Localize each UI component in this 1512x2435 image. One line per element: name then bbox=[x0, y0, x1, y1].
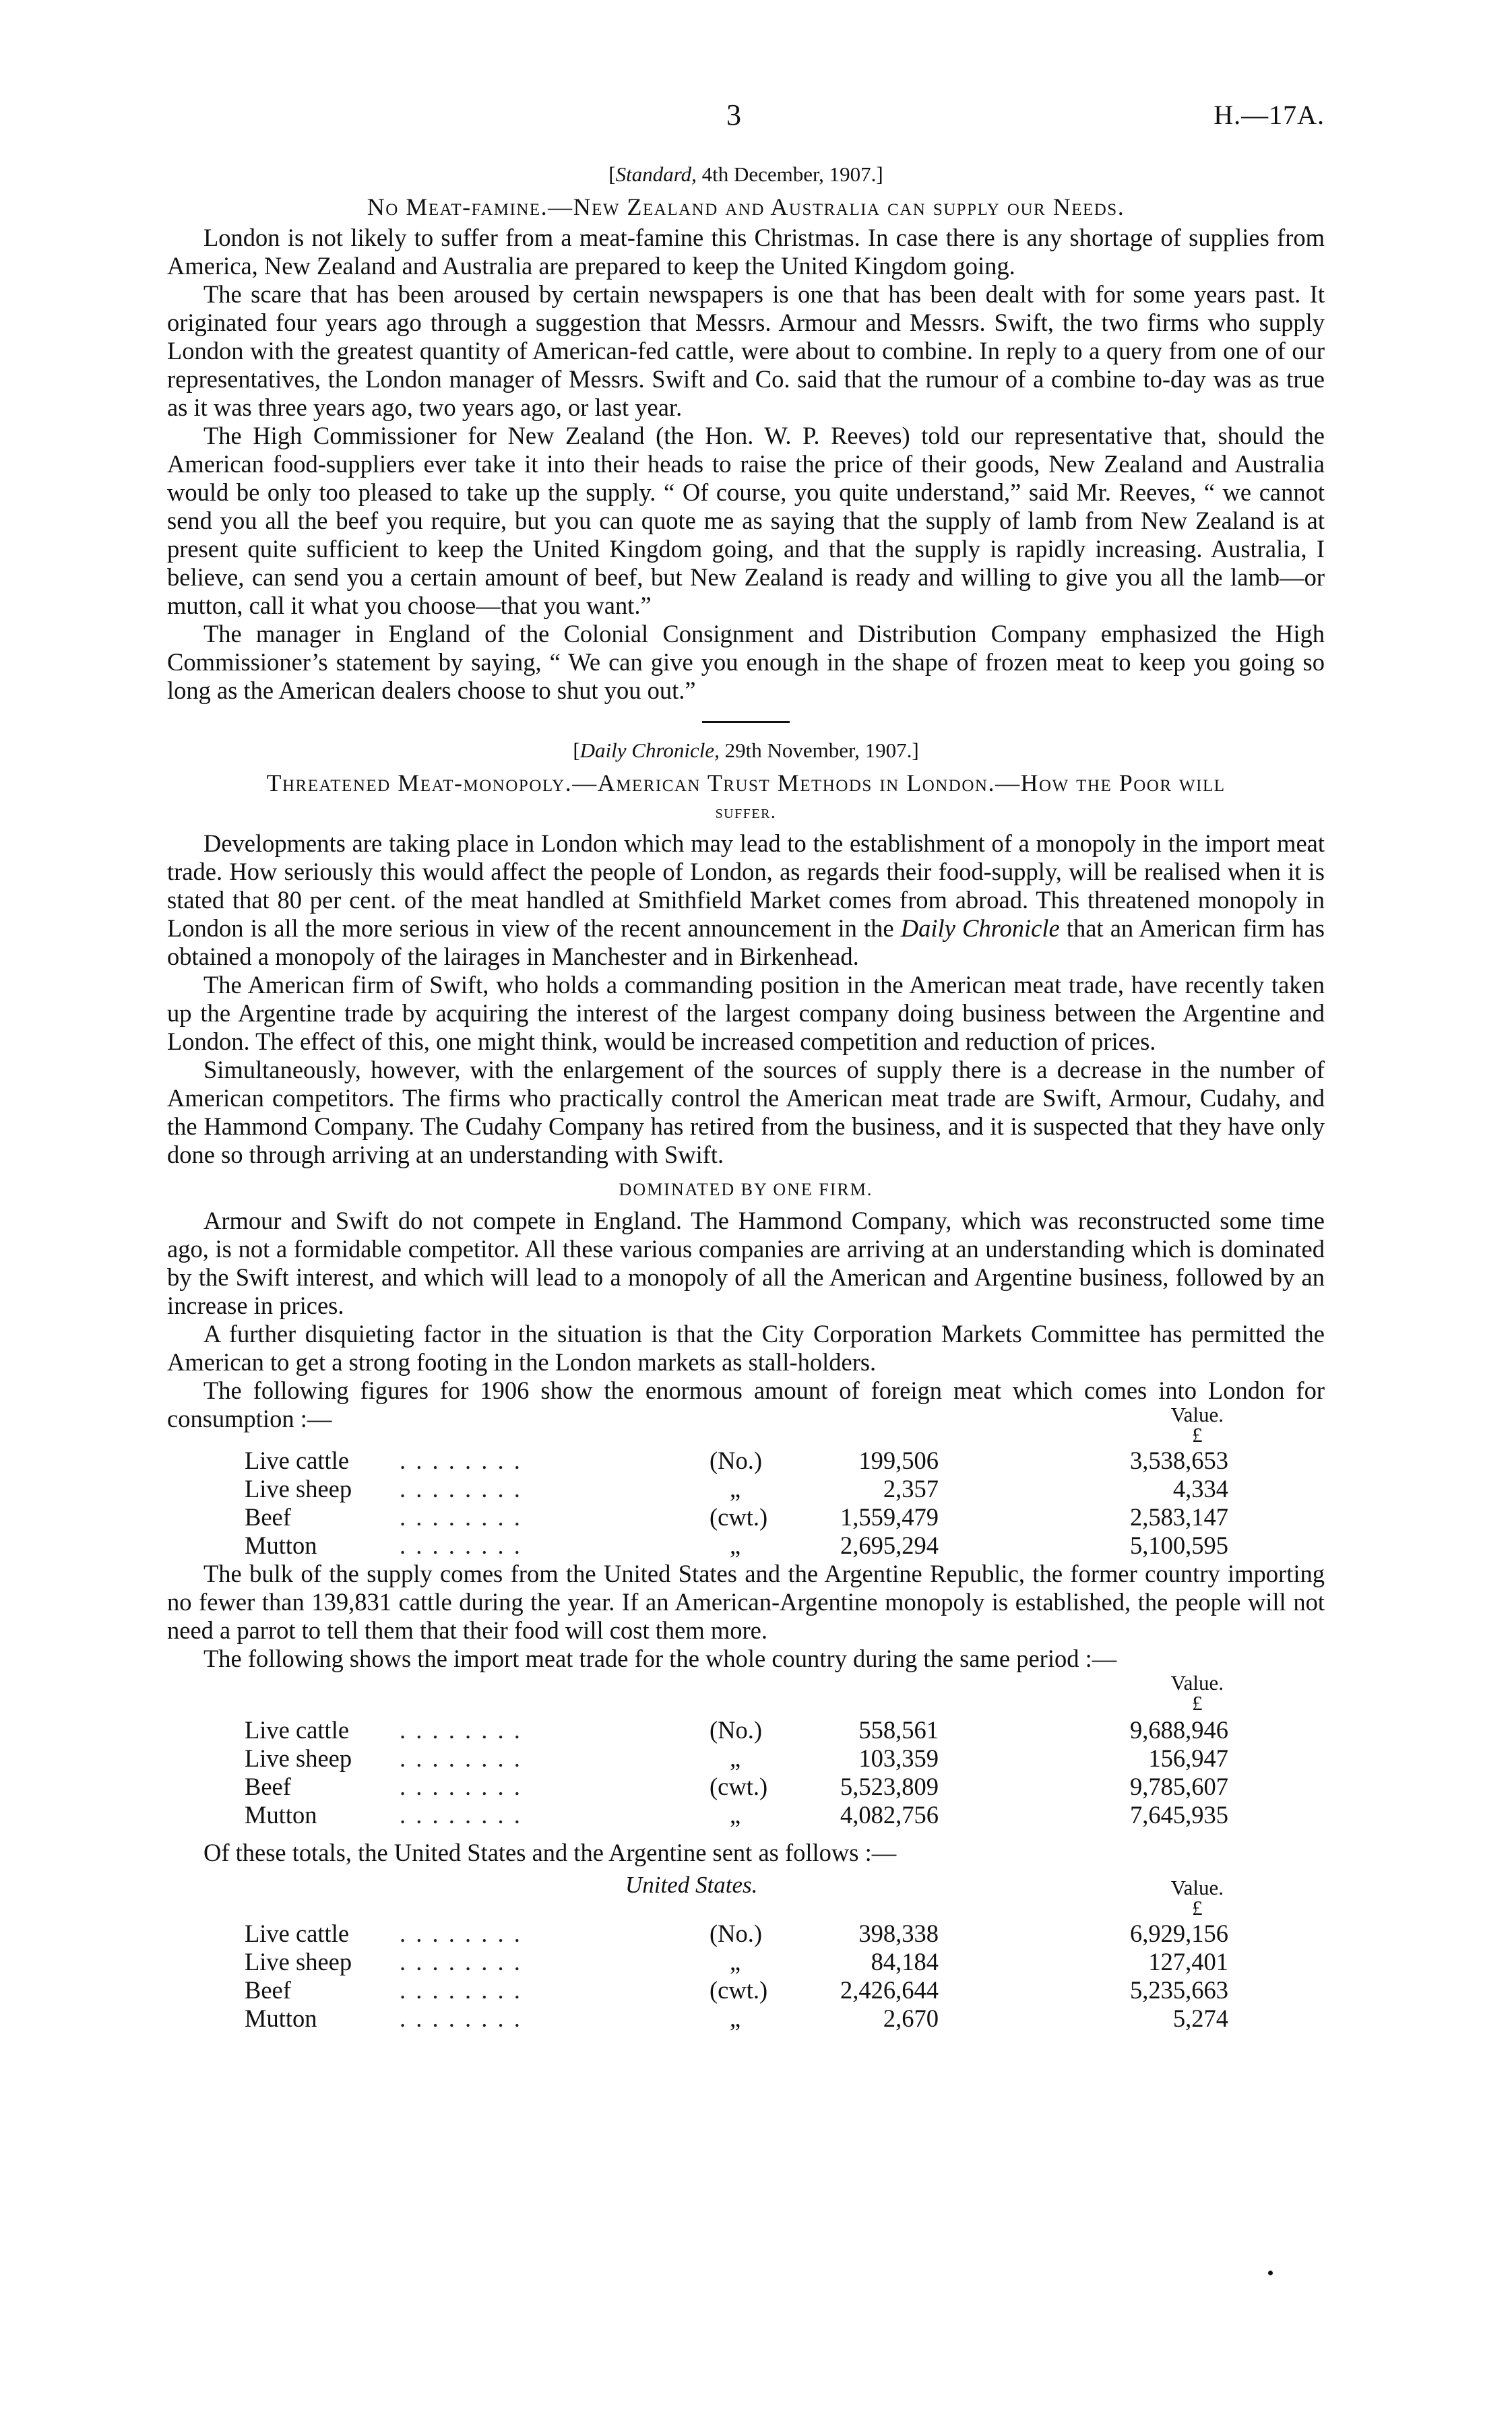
article2-headline: Threatened Meat-monopoly.—American Trust Methods in London.—How the Poor will bbox=[266, 769, 1226, 796]
value-label: Value. bbox=[1170, 1876, 1224, 1899]
article2-headline-cont: suffer. bbox=[715, 802, 777, 823]
currency-label: £ bbox=[1192, 1896, 1203, 1920]
page-number: 3 bbox=[726, 98, 741, 131]
article2-paragraph: Of these totals, the United States and the Argentine sent as follows :— bbox=[203, 1839, 897, 1866]
article1-paragraph: London is not likely to suffer from a meat-famine this Christmas. In case there is any shortage of supplies from America, New Zealand and Australia are prepared to keep the United Kingdom going. bbox=[167, 224, 1325, 280]
source-date: 4th December, 1907. bbox=[701, 162, 877, 186]
table-row: Live sheep . . . . . . . . „ 2,357 4,334 bbox=[245, 1475, 1228, 1503]
table-row: Beef . . . . . . . . (cwt.) 5,523,809 9,785,607 bbox=[245, 1773, 1228, 1800]
article1-paragraph: The scare that has been aroused by certain newspapers is one that has been dealt with for some years past. It originated four years ago through a suggestion that Messrs. Armour and Messrs. Swift, the two firms who supply London with the greatest quantity of American-fed cattle, were about to combine. In reply to a query from one of our representatives, the London manager of Messrs. Swift and Co. said that the rumour of a combine to-day was as true as it was three years ago, two years ago, or last year. bbox=[167, 280, 1325, 421]
table-row: Live sheep . . . . . . . . „ 84,184 127,401 bbox=[245, 1948, 1228, 1975]
table-row: Live sheep . . . . . . . . „ 103,359 156,947 bbox=[245, 1744, 1228, 1772]
value-label: Value. bbox=[1170, 1671, 1224, 1695]
country-imports-table bbox=[245, 1716, 1228, 1829]
table-row: Mutton . . . . . . . . „ 4,082,756 7,645,935 bbox=[245, 1801, 1228, 1829]
stray-ink-dot bbox=[1268, 2271, 1273, 2275]
table-row: Mutton . . . . . . . . „ 2,670 5,274 bbox=[245, 2004, 1228, 2032]
source-date: 29th November, 1907. bbox=[724, 738, 912, 762]
article2-paragraph: The bulk of the supply comes from the United States and the Argentine Republic, the former country importing no fewer than 139,831 cattle during the year. If an American-Argentine monopoly is established, the people will not need a parrot to tell them that their food will cost them more. bbox=[167, 1560, 1325, 1644]
section-subheading: DOMINATED BY ONE FIRM. bbox=[619, 1180, 873, 1199]
source-paper: Standard, bbox=[615, 162, 697, 186]
london-imports-table bbox=[245, 1447, 1228, 1560]
source-paper: Daily Chronicle, bbox=[579, 738, 720, 762]
united-states-caption: United States. bbox=[625, 1872, 758, 1898]
table-row: Live cattle . . . . . . . . (No.) 398,338 6,929,156 bbox=[245, 1920, 1228, 1947]
table-row: Live cattle . . . . . . . . (No.) 199,506 3,538,653 bbox=[245, 1447, 1228, 1474]
section-divider bbox=[702, 721, 790, 723]
currency-label: £ bbox=[1192, 1691, 1203, 1715]
article2-paragraph: The following figures for 1906 show the enormous amount of foreign meat which comes into London for consumption :— bbox=[167, 1377, 1325, 1432]
newspaper-name: Daily Chronicle bbox=[900, 914, 1060, 942]
article2-paragraph: Simultaneously, however, with the enlargement of the sources of supply there is a decrease in the number of American competitors. The firms who practically control the American meat trade are Swift, Armour, Cudahy, and the Hammond Company. The Cudahy Company has retired from the business, and it is suspected that they have only done so through arriving at an understanding with Swift. bbox=[167, 1056, 1325, 1168]
article1-paragraph: The High Commissioner for New Zealand (the Hon. W. P. Reeves) told our representative that, should the American food-suppliers ever take it into their heads to raise the price of their goods, New Zealand and Australia would be only too pleased to take up the supply. “ Of course, you quite understand,” said Mr. Reeves, “ we cannot send you all the beef you require, but you can quote me as saying that the supply of lamb from New Zealand is at present quite sufficient to keep the United Kingdom going, and that the supply is rapidly increasing. Australia, I believe, can send you a certain amount of beef, but New Zealand is ready and willing to give you all the lamb—or mutton, call it what you choose—that you want.” bbox=[167, 422, 1325, 619]
currency-label: £ bbox=[1192, 1423, 1203, 1447]
article2-paragraph: A further disquieting factor in the situation is that the City Corporation Markets Committee has permitted the American to get a strong footing in the London markets as stall-holders. bbox=[167, 1320, 1325, 1376]
document-reference: H.—17A. bbox=[1214, 100, 1325, 130]
article1-headline: No Meat-famine.—New Zealand and Australia can supply our Needs. bbox=[367, 193, 1125, 220]
article1-source: [Standard, 4th December, 1907.] bbox=[608, 162, 883, 186]
table-row: Mutton . . . . . . . . „ 2,695,294 5,100,595 bbox=[245, 1531, 1228, 1559]
article1-paragraph: The manager in England of the Colonial Consignment and Distribution Company emphasized the High Commissioner’s statement by saying, “ We can give you enough in the shape of frozen meat to keep you going so long as the American dealers choose to shut you out.” bbox=[167, 620, 1325, 704]
page-header bbox=[167, 98, 1325, 148]
article2-paragraph: The American firm of Swift, who holds a commanding position in the American meat trade, have recently taken up the Argentine trade by acquiring the interest of the largest company doing business between the Argentine and London. The effect of this, one might think, would be increased competition and reduction of prices. bbox=[167, 971, 1325, 1055]
article2-paragraph: Armour and Swift do not compete in England. The Hammond Company, which was reconstructed some time ago, is not a formidable competitor. All these various companies are arriving at an understanding which is dominated by the Swift interest, and which will lead to a monopoly of all the American and Argentine business, followed by an increase in prices. bbox=[167, 1207, 1325, 1319]
document-page bbox=[167, 98, 1325, 2033]
united-states-table bbox=[245, 1920, 1228, 2033]
table-row: Live cattle . . . . . . . . (No.) 558,561 9,688,946 bbox=[245, 1716, 1228, 1744]
table3-value-header bbox=[167, 1871, 1325, 1920]
article2-paragraph: The following shows the import meat trade for the whole country during the same period :— bbox=[203, 1645, 1117, 1672]
table2-value-header bbox=[167, 1673, 1325, 1716]
value-label: Value. bbox=[1170, 1403, 1224, 1426]
article2-source: [Daily Chronicle, 29th November, 1907.] bbox=[573, 738, 919, 762]
article2-paragraph: Developments are taking place in London which may lead to the establishment of a monopoly in the import meat trade. How seriously this would affect the people of London, as regards their food-supply, will be realised when it is stated that 80 per cent. of the meat handled at Smithfield Market comes from abroad. This threatened monopoly in London is all the more serious in view of the recent announcement in the Daily Chronicle that an American firm has obtained a monopoly of the lairages in Manchester and in Birkenhead. bbox=[167, 829, 1325, 970]
table-row: Beef . . . . . . . . (cwt.) 1,559,479 2,583,147 bbox=[245, 1503, 1228, 1531]
table1-value-header bbox=[167, 1405, 1325, 1447]
table-row: Beef . . . . . . . . (cwt.) 2,426,644 5,235,663 bbox=[245, 1976, 1228, 2004]
